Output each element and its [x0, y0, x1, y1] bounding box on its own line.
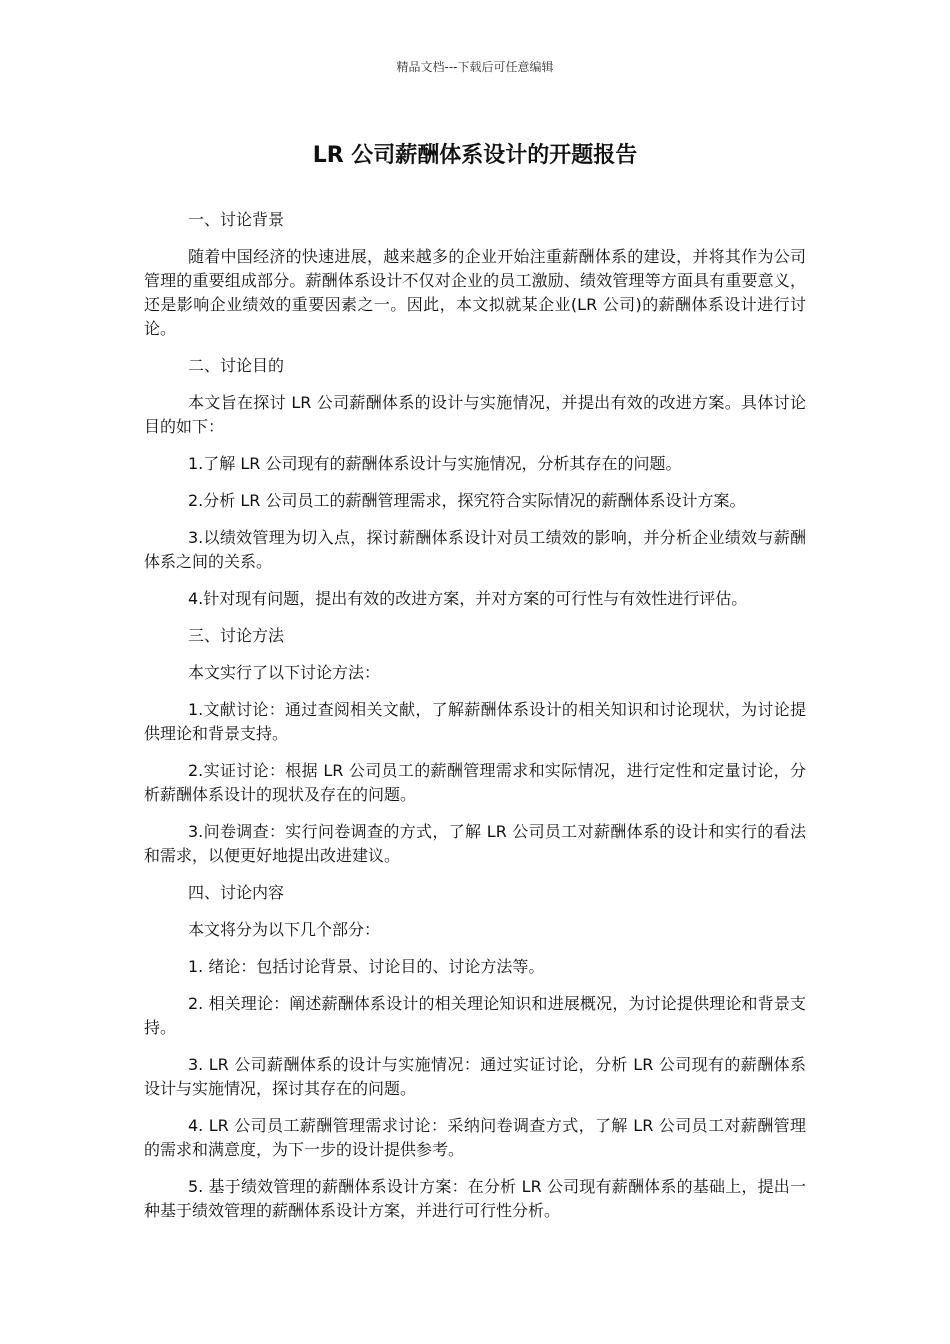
list-item-content-3: 3. LR 公司薪酬体系的设计与实施情况：通过实证讨论，分析 LR 公司现有的薪酬体系设计与实施情况，探讨其存在的问题。 [144, 1055, 806, 1098]
document-title: LR 公司薪酬体系设计的开题报告 [312, 143, 638, 168]
paragraph-methods-intro: 本文实行了以下讨论方法： [188, 663, 381, 682]
section-heading-methods: 三、讨论方法 [188, 626, 285, 645]
paragraph-purpose-intro: 本文旨在探讨 LR 公司薪酬体系的设计与实施情况，并提出有效的改进方案。具体讨论目的如下： [144, 393, 806, 436]
header-note: 精品文档---下载后可任意编辑 [396, 60, 554, 74]
list-item-content-1: 1. 绪论：包括讨论背景、讨论目的、讨论方法等。 [188, 957, 545, 976]
list-item-purpose-1: 1.了解 LR 公司现有的薪酬体系设计与实施情况，分析其存在的问题。 [188, 454, 682, 473]
section-heading-content: 四、讨论内容 [188, 883, 285, 902]
paragraph-background: 随着中国经济的快速进展，越来越多的企业开始注重薪酬体系的建设，并将其作为公司管理的重要组成部分。薪酬体系设计不仅对企业的员工激励、绩效管理等方面具有重要意义，还是影响企业绩效的重要因素之一。因此，本文拟就某企业(LR 公司)的薪酬体系设计进行讨论。 [144, 247, 806, 338]
section-heading-purpose: 二、讨论目的 [188, 356, 285, 375]
list-item-content-5: 5. 基于绩效管理的薪酬体系设计方案：在分析 LR 公司现有薪酬体系的基础上，提出一种基于绩效管理的薪酬体系设计方案，并进行可行性分析。 [144, 1177, 806, 1220]
list-item-purpose-2: 2.分析 LR 公司员工的薪酬管理需求，探究符合实际情况的薪酬体系设计方案。 [188, 491, 746, 510]
list-item-method-2: 2.实证讨论：根据 LR 公司员工的薪酬管理需求和实际情况，进行定性和定量讨论，分析薪酬体系设计的现状及存在的问题。 [144, 761, 806, 804]
list-item-purpose-4: 4.针对现有问题，提出有效的改进方案，并对方案的可行性与有效性进行评估。 [188, 589, 748, 608]
list-item-method-1: 1.文献讨论：通过查阅相关文献，了解薪酬体系设计的相关知识和讨论现状，为讨论提供理论和背景支持。 [144, 700, 806, 743]
list-item-purpose-3: 3.以绩效管理为切入点，探讨薪酬体系设计对员工绩效的影响，并分析企业绩效与薪酬体系之间的关系。 [144, 528, 806, 571]
section-heading-background: 一、讨论背景 [188, 210, 285, 229]
list-item-content-4: 4. LR 公司员工薪酬管理需求讨论：采纳问卷调查方式，了解 LR 公司员工对薪酬管理的需求和满意度，为下一步的设计提供参考。 [144, 1116, 806, 1159]
document-body [144, 208, 806, 1236]
list-item-content-2: 2. 相关理论：阐述薪酬体系设计的相关理论知识和进展概况，为讨论提供理论和背景支持。 [144, 994, 806, 1037]
list-item-method-3: 3.问卷调查：实行问卷调查的方式，了解 LR 公司员工对薪酬体系的设计和实行的看法和需求，以便更好地提出改进建议。 [144, 822, 806, 865]
paragraph-content-intro: 本文将分为以下几个部分： [188, 920, 381, 939]
